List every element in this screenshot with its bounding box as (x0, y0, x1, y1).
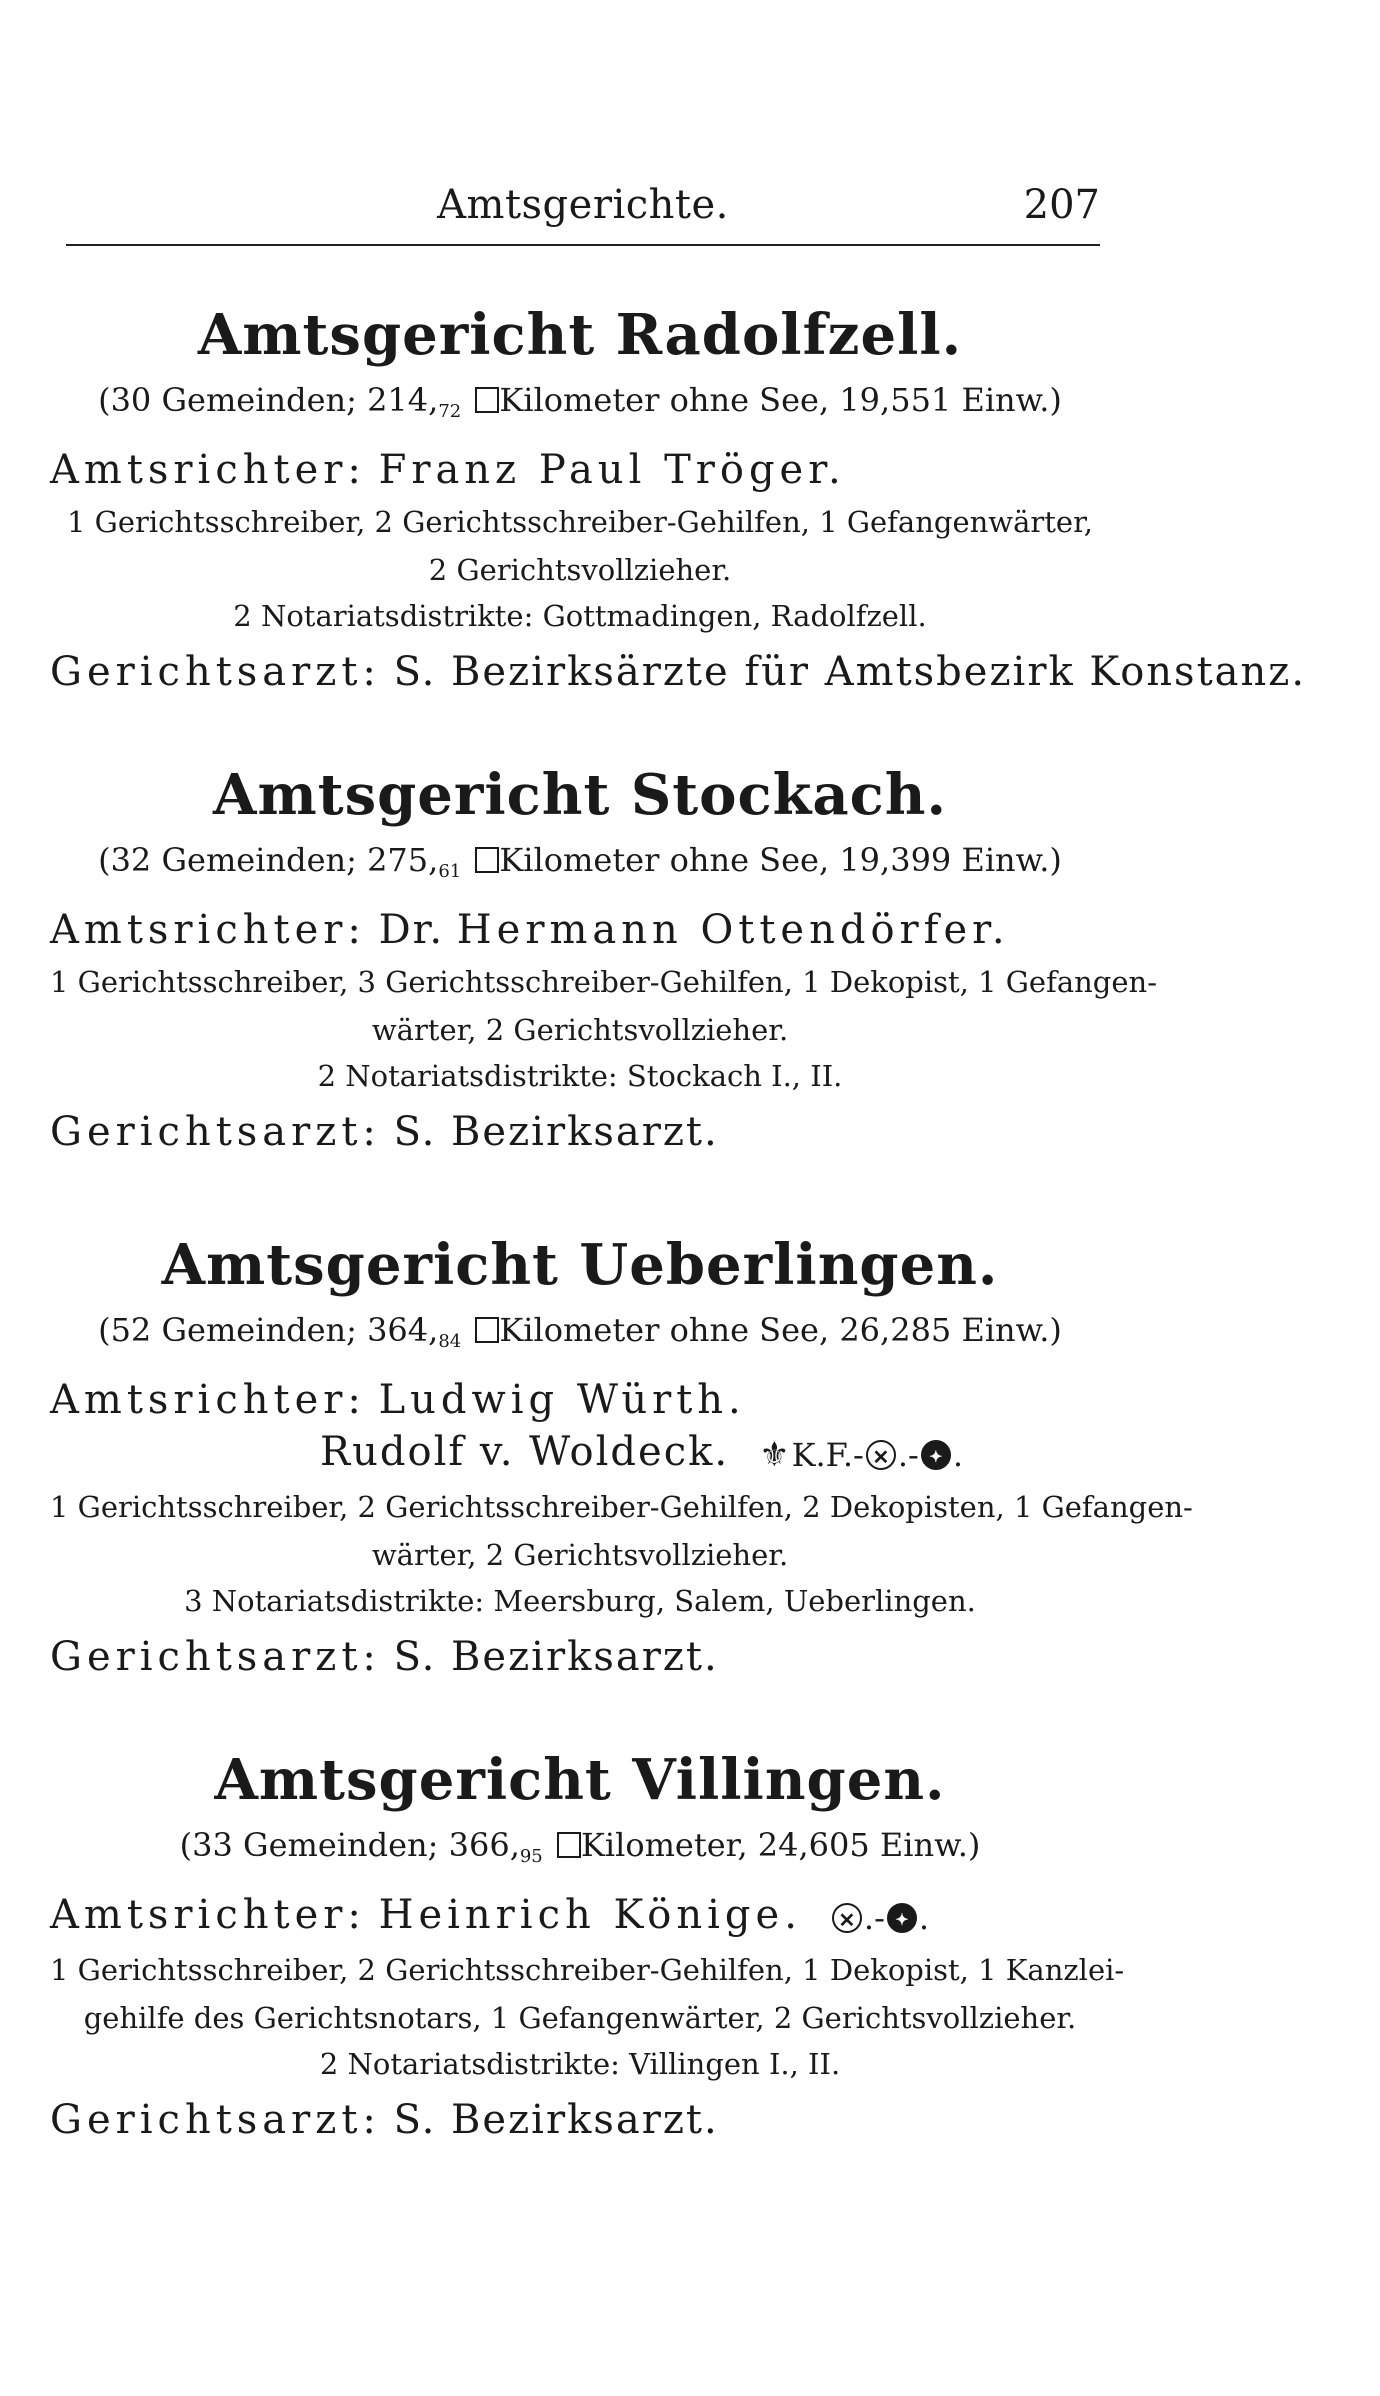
staff-line: wärter, 2 Gerichtsvollzieher. (371, 1538, 789, 1572)
section-title: Amtsgericht Villingen. (214, 1747, 946, 1813)
judge-title: Dr. (378, 907, 445, 953)
judge-name: Franz Paul Tröger. (378, 447, 846, 493)
staff-line: 2 Gerichtsvollzieher. (428, 553, 732, 587)
doctor-label: Gerichtsarzt: (50, 2097, 381, 2143)
judge-name: Ludwig Würth. (378, 1377, 746, 1423)
decoration-text: K.F.- (791, 1436, 864, 1474)
judge-line (50, 444, 1110, 496)
section-title: Amtsgericht Radolfzell. (197, 302, 963, 368)
doctor-label: Gerichtsarzt: (50, 649, 381, 695)
section-title: Amtsgericht Ueberlingen. (161, 1232, 999, 1298)
section-villingen (50, 1745, 1125, 2146)
section-stats: (52 Gemeinden; $364,_{84}$ Kilometer ohne See, 26,285 Einw.) (98, 1311, 1062, 1352)
section-radolfzell (50, 300, 1307, 698)
square-symbol-icon (475, 387, 499, 413)
doctor-value: S. Bezirksarzt. (393, 1634, 719, 1680)
doctor-line (50, 1106, 1110, 1158)
staff-line: 1 Gerichtsschreiber, 2 Gerichtsschreiber-Gehilfen, 1 Dekopist, 1 Kanzlei- (50, 1953, 1125, 1987)
square-symbol-icon (557, 1832, 581, 1858)
square-symbol-icon (475, 847, 499, 873)
doctor-value: S. Bezirksärzte für Amtsbezirk Konstanz. (393, 649, 1307, 695)
notary-districts: 2 Notariatsdistrikte: Gottmadingen, Radolfzell. (233, 599, 927, 633)
running-title: Amtsgerichte. (437, 182, 729, 228)
judge-label: Amtsrichter: (50, 447, 366, 493)
doctor-label: Gerichtsarzt: (50, 1109, 381, 1155)
square-symbol-icon (475, 1317, 499, 1343)
crossed-swords-medal-icon: ✕ (832, 1903, 862, 1933)
doctor-line (50, 1631, 1110, 1683)
doctor-label: Gerichtsarzt: (50, 1634, 381, 1680)
order-medal-icon: ✦ (921, 1440, 951, 1470)
section-title: Amtsgericht Stockach. (213, 762, 947, 828)
doctor-line (50, 646, 1307, 698)
judge-name-2: Rudolf v. Woldeck. (320, 1429, 730, 1475)
page-number: 207 (1023, 182, 1100, 228)
judge-name: Hermann Ottendörfer. (456, 907, 1010, 953)
section-ueberlingen (50, 1230, 1193, 1683)
running-head (66, 182, 1100, 234)
order-medal-icon: ✦ (887, 1903, 917, 1933)
section-stats: (30 Gemeinden; $214,_{72}$ Kilometer ohne See, 19,551 Einw.) (98, 381, 1062, 422)
notary-districts: 2 Notariatsdistrikte: Villingen I., II. (319, 2047, 841, 2081)
notary-districts: 2 Notariatsdistrikte: Stockach I., II. (317, 1059, 843, 1093)
decorations: ⚜ K.F.- ✕ .- ✦ . (759, 1429, 963, 1481)
staff-line: 1 Gerichtsschreiber, 2 Gerichtsschreiber-Gehilfen, 2 Dekopisten, 1 Gefangen- (50, 1490, 1193, 1524)
staff-line: 1 Gerichtsschreiber, 3 Gerichtsschreiber-Gehilfen, 1 Dekopist, 1 Gefangen- (50, 965, 1157, 999)
judge-label: Amtsrichter: (50, 1377, 366, 1423)
judge-name: Heinrich Könige. (378, 1892, 802, 1938)
staff-line: 1 Gerichtsschreiber, 2 Gerichtsschreiber-Gehilfen, 1 Gefangenwärter, (67, 505, 1093, 539)
judge-label: Amtsrichter: (50, 1892, 366, 1938)
judge-line (50, 1889, 1110, 1944)
judge-line-2 (50, 1426, 1110, 1481)
crossed-swords-medal-icon: ✕ (866, 1440, 896, 1470)
header-rule (66, 244, 1100, 246)
section-stats: (33 Gemeinden; $366,_{95}$ Kilometer, 24,605 Einw.) (179, 1826, 981, 1867)
doctor-line (50, 2094, 1110, 2146)
judge-line (50, 1374, 1110, 1426)
order-cross-icon: ⚜ (759, 1435, 790, 1475)
doctor-value: S. Bezirksarzt. (393, 2097, 719, 2143)
decorations: ✕ .- ✦ . (832, 1892, 929, 1944)
judge-label: Amtsrichter: (50, 907, 366, 953)
staff-line: wärter, 2 Gerichtsvollzieher. (371, 1013, 789, 1047)
judge-line (50, 904, 1110, 956)
section-stockach (50, 760, 1157, 1158)
staff-line: gehilfe des Gerichtsnotars, 1 Gefangenwärter, 2 Gerichtsvollzieher. (83, 2001, 1077, 2035)
notary-districts: 3 Notariatsdistrikte: Meersburg, Salem, Ueberlingen. (184, 1584, 976, 1618)
doctor-value: S. Bezirksarzt. (393, 1109, 719, 1155)
section-stats: (32 Gemeinden; $275,_{61}$ Kilometer ohne See, 19,399 Einw.) (98, 841, 1062, 882)
